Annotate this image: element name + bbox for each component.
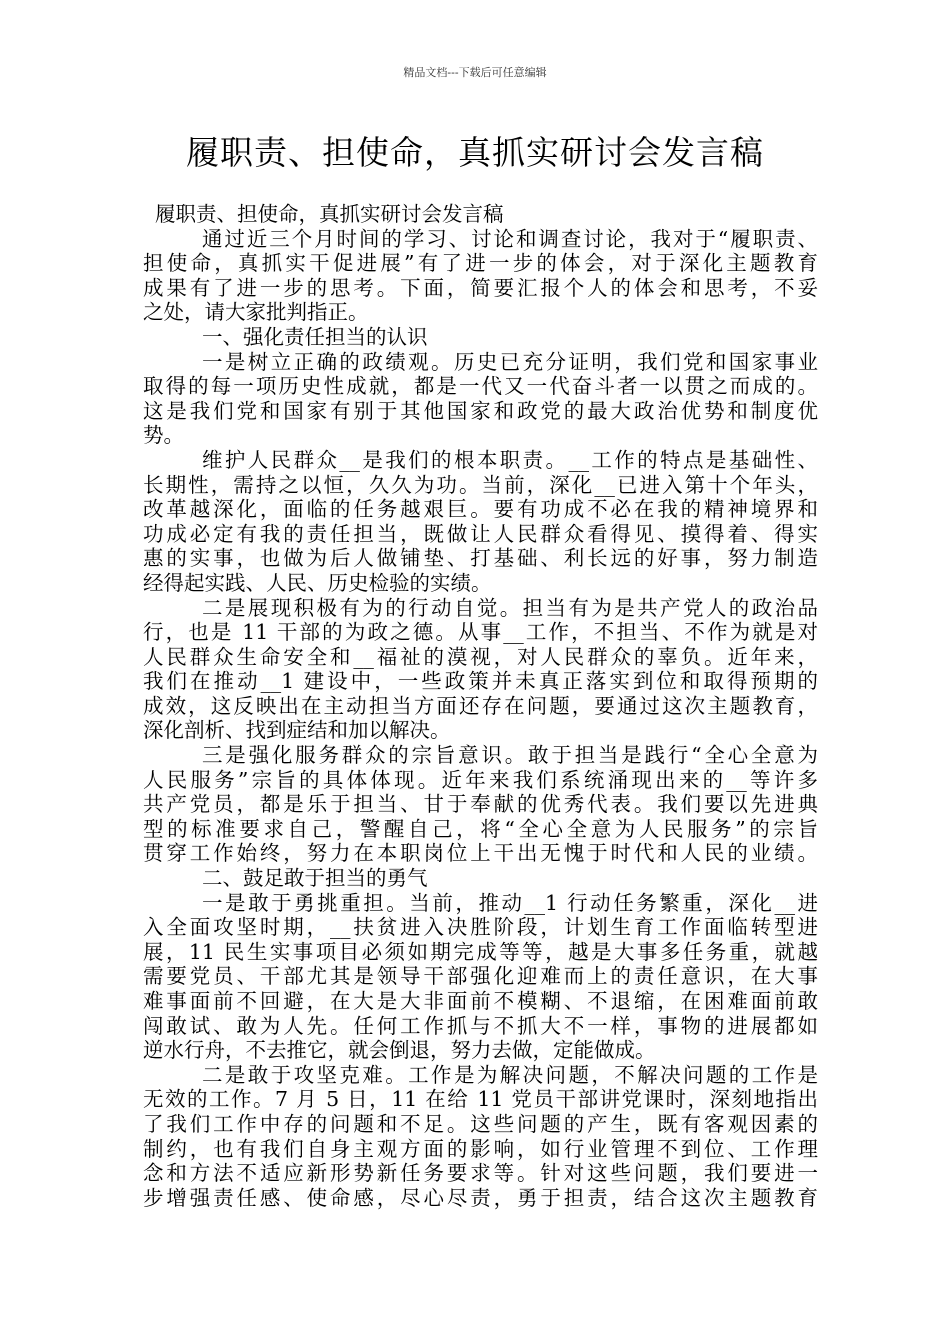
text-line: 难事面前不回避，在大是大非面前不模糊、不退缩，在困难面前敢: [143, 989, 818, 1013]
text-line: 步增强责任感、使命感，尽心尽责，勇于担责，结合这次主题教育: [143, 1185, 818, 1210]
text-line: 长期性，需持之以恒，久久为功。当前，深化__已进入第十个年头，: [143, 472, 818, 497]
text-line: 功成必定有我的责任担当，既做让人民群众看得见、摸得着、得实: [143, 521, 818, 546]
text-line: 一是树立正确的政绩观。历史已充分证明，我们党和国家事业: [202, 349, 818, 374]
text-line: 行，也是 11 干部的为政之德。从事__工作，不担当、不作为就是对: [143, 620, 818, 645]
text-line: 这是我们党和国家有别于其他国家和政党的最大政治优势和制度优: [143, 398, 818, 423]
text-line: 一、强化责任担当的认识: [202, 324, 428, 349]
text-line: 经得起实践、人民、历史检验的实绩。: [143, 570, 492, 595]
text-line: 展，11 民生实事项目必须如期完成等等，越是大事多任务重，就越: [143, 939, 818, 964]
text-line: 改革越深化，面临的任务越艰巨。要有功成不必在我的精神境界和: [143, 497, 818, 522]
text-line: 成效，这反映出在主动担当方面还存在问题，要通过这次主题教育，: [143, 693, 818, 718]
text-line: 履职责、担使命，真抓实研讨会发言稿: [155, 202, 504, 226]
document-body: [143, 202, 818, 1210]
text-line: 二是敢于攻坚克难。工作是为解决问题，不解决问题的工作是: [202, 1062, 818, 1087]
text-line: 三是强化服务群众的宗旨意识。敢于担当是践行“全心全意为: [202, 743, 818, 768]
text-line: 通过近三个月时间的学习、讨论和调查讨论，我对于“履职责、: [202, 226, 818, 251]
text-line: 人民群众生命安全和__福祉的漠视，对人民群众的辜负。近年来，: [143, 644, 818, 669]
text-line: 取得的每一项历史性成就，都是一代又一代奋斗者一以贯之而成的。: [143, 374, 818, 399]
text-line: 逆水行舟，不去推它，就会倒退，努力去做，定能做成。: [143, 1038, 656, 1063]
text-line: 人民服务”宗旨的具体体现。近年来我们系统涌现出来的__等许多: [143, 767, 818, 792]
text-line: 成果有了进一步的思考。下面，简要汇报个人的体会和思考，不妥: [143, 275, 818, 300]
text-line: 势。: [143, 423, 184, 448]
text-line: 惠的实事，也做为后人做铺垫、打基础、利长远的好事，努力制造: [143, 546, 818, 571]
text-line: 之处，请大家批判指正。: [143, 300, 369, 325]
text-line: 入全面攻坚时期，__扶贫进入决胜阶段，计划生育工作面临转型进: [143, 915, 818, 940]
text-line: 深化剖析、找到症结和加以解决。: [143, 718, 451, 743]
text-line: 型的标准要求自己，警醒自己，将“全心全意为人民服务”的宗旨: [143, 816, 818, 841]
text-line: 维护人民群众__是我们的根本职责。__工作的特点是基础性、: [202, 447, 818, 472]
text-line: 二、鼓足敢于担当的勇气: [202, 866, 428, 891]
text-line: 念和方法不适应新形势新任务要求等。针对这些问题，我们要进一: [143, 1161, 818, 1186]
text-line: 担使命，真抓实干促进展”有了进一步的体会，对于深化主题教育: [143, 251, 818, 276]
text-line: 无效的工作。7 月 5 日，11 在给 11 党员干部讲党课时，深刻地指出: [143, 1087, 818, 1112]
text-line: 闯敢试、敢为人先。任何工作抓与不抓大不一样，事物的进展都如: [143, 1013, 818, 1038]
text-line: 贯穿工作始终，努力在本职岗位上干出无愧于时代和人民的业绩。: [143, 841, 818, 866]
text-line: 制约，也有我们自身主观方面的影响，如行业管理不到位、工作理: [143, 1136, 818, 1161]
text-line: 一是敢于勇挑重担。当前，推动__1 行动任务繁重，深化__进: [202, 890, 818, 915]
text-line: 二是展现积极有为的行动自觉。担当有为是共产党人的政治品: [202, 595, 818, 620]
text-line: 需要党员、干部尤其是领导干部强化迎难而上的责任意识，在大事: [143, 964, 818, 989]
text-line: 我们在推动__1 建设中，一些政策并未真正落实到位和取得预期的: [143, 669, 818, 694]
text-line: 了我们工作中存的问题和不足。这些问题的产生，既有客观因素的: [143, 1111, 818, 1136]
document-title: 履职责、担使命，真抓实研讨会发言稿: [186, 133, 764, 172]
text-line: 共产党员，都是乐于担当、甘于奉献的优秀代表。我们要以先进典: [143, 792, 818, 817]
page-header-note: 精品文档---下载后可任意编辑: [403, 66, 547, 79]
